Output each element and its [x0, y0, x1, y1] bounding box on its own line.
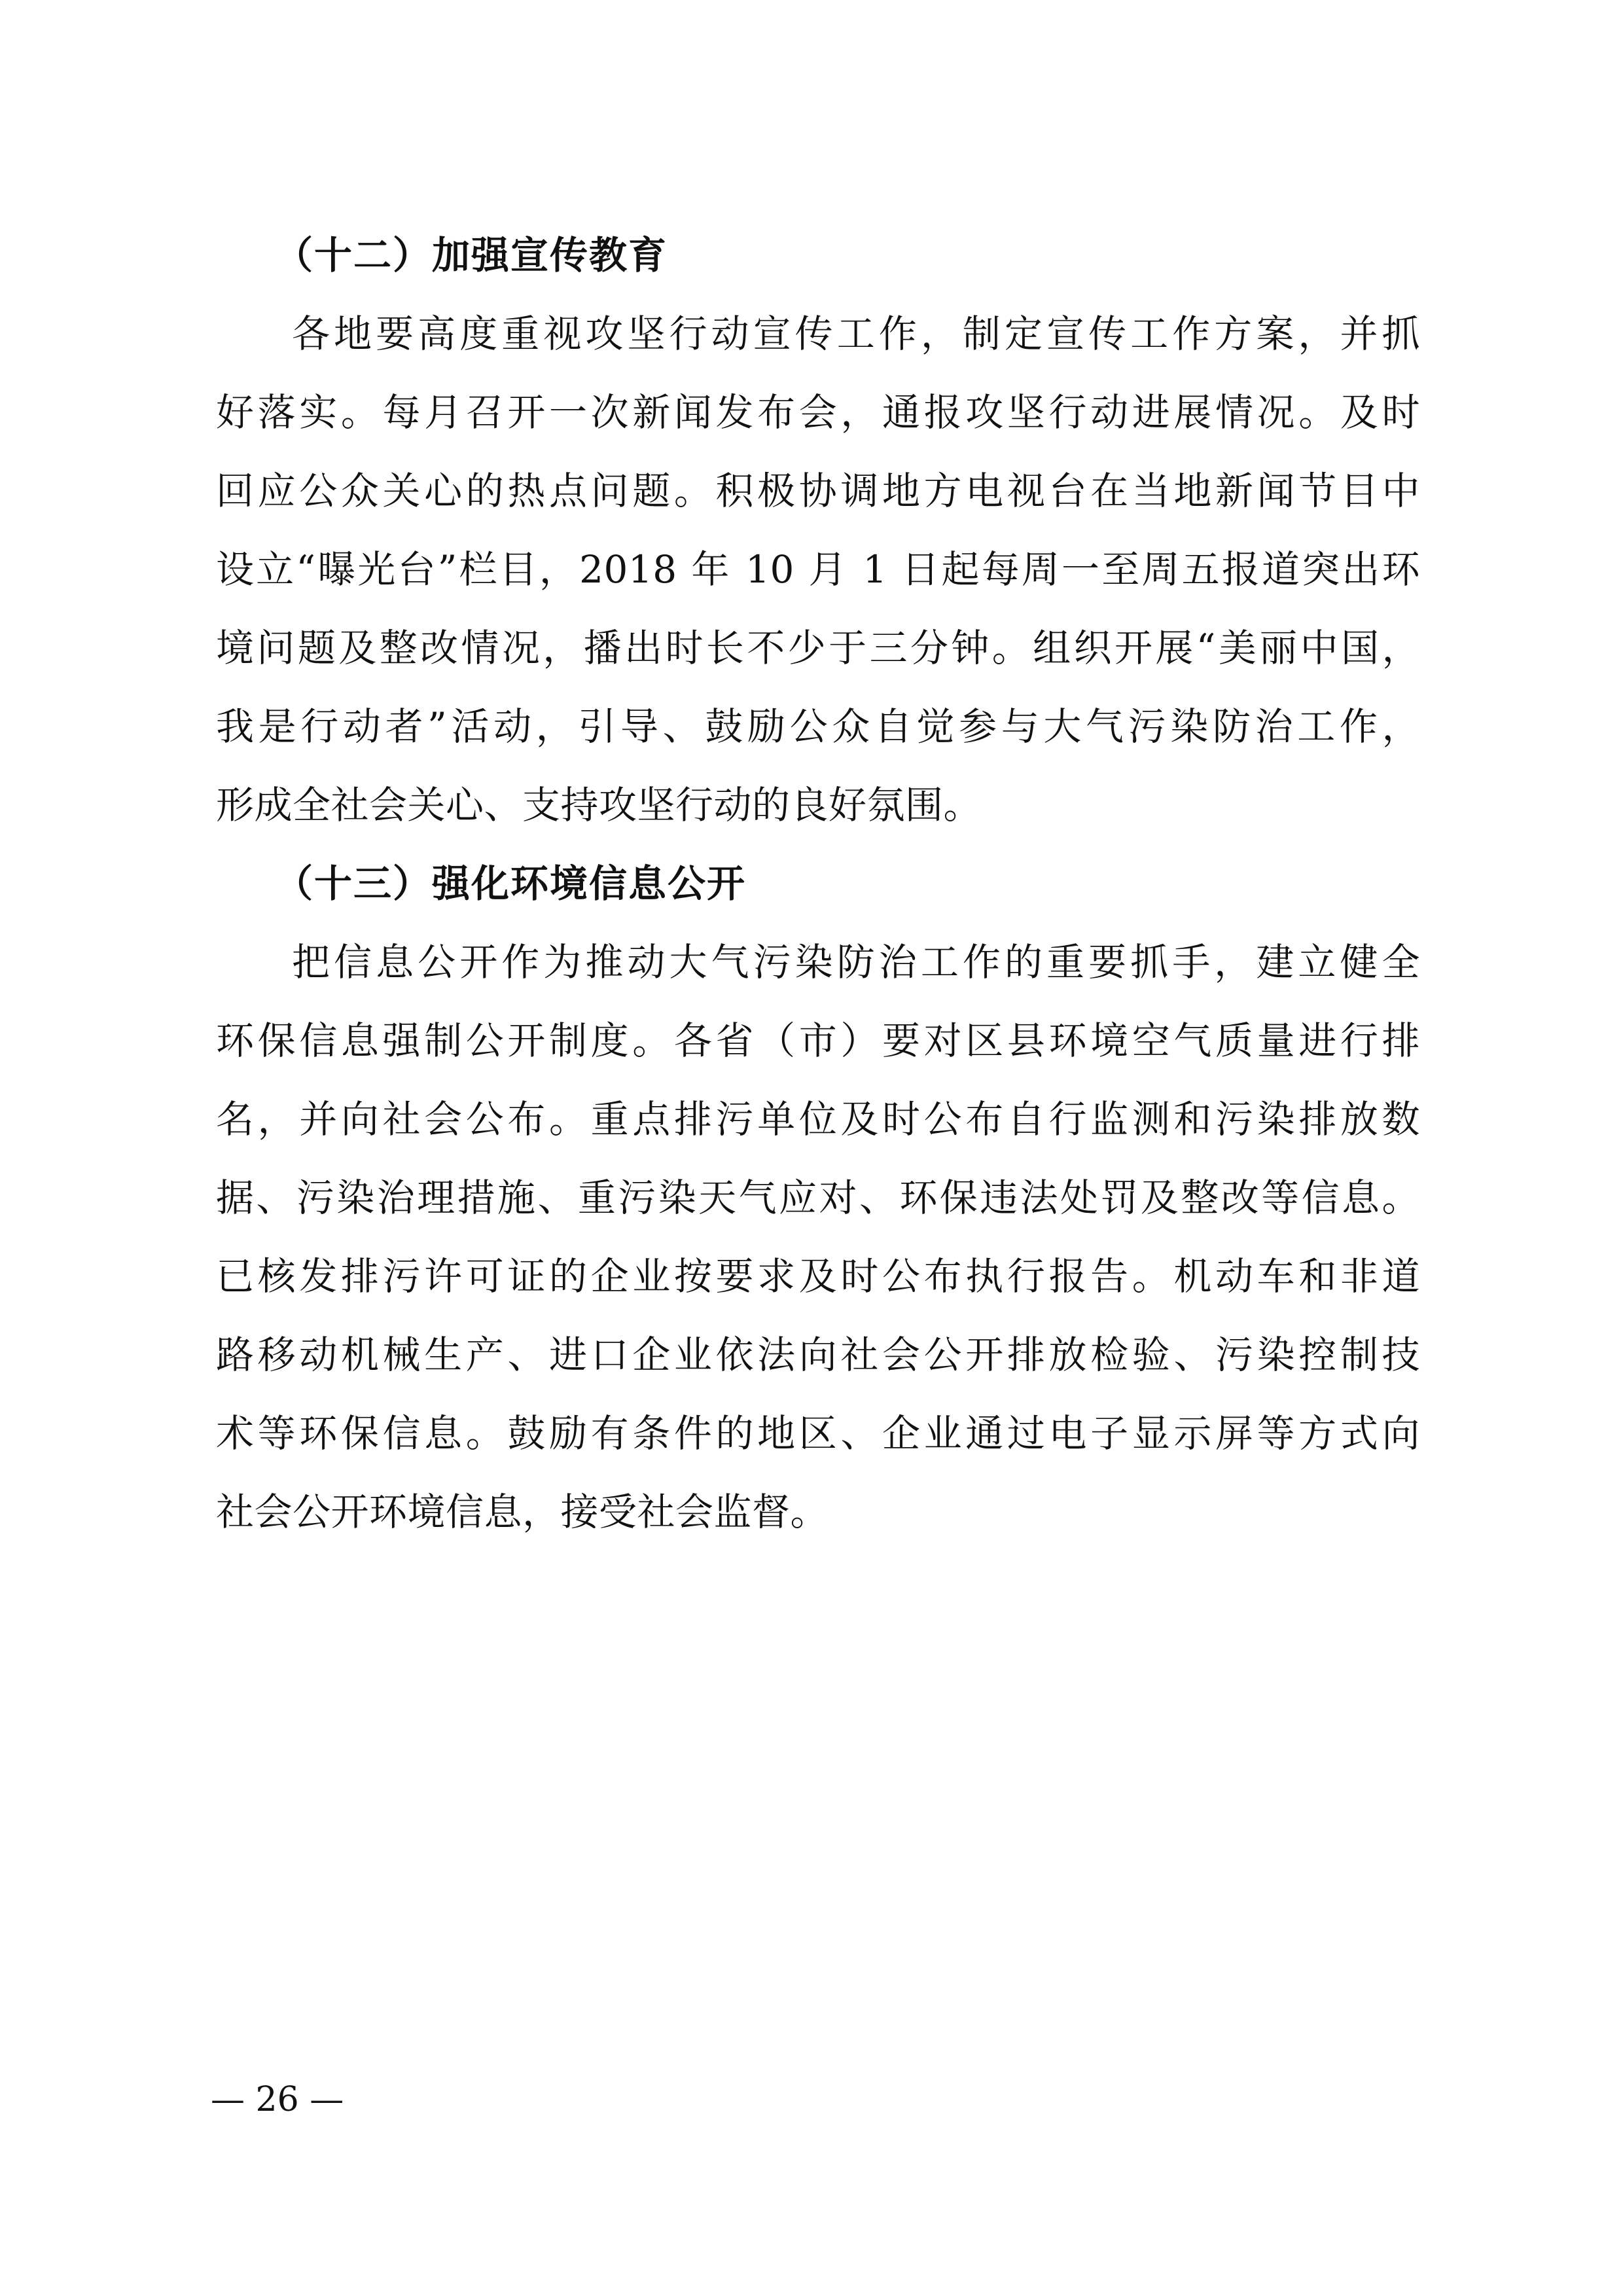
- section-13-line-2: 环保信息强制公开制度。各省（市）要对区县环境空气质量进行排: [216, 1018, 1420, 1063]
- section-12-heading: （十二）加强宣传教育: [275, 233, 668, 278]
- section-13-line-1: 把信息公开作为推动大气污染防治工作的重要抓手，建立健全: [292, 940, 1420, 984]
- section-12-line-4: 设立“曝光台”栏目，2018 年 10 月 1 日起每周一至周五报道突出环: [216, 547, 1420, 592]
- section-13-line-7: 术等环保信息。鼓励有条件的地区、企业通过电子显示屏等方式向: [216, 1411, 1420, 1456]
- section-13-line-5: 已核发排污许可证的企业按要求及时公布执行报告。机动车和非道: [216, 1254, 1420, 1299]
- page-number: — 26 —: [211, 2080, 344, 2119]
- section-12-line-5: 境问题及整改情况，播出时长不少于三分钟。组织开展“美丽中国，: [216, 626, 1420, 670]
- section-12-line-1: 各地要高度重视攻坚行动宣传工作，制定宣传工作方案，并抓: [292, 312, 1420, 356]
- section-12-line-2: 好落实。每月召开一次新闻发布会，通报攻坚行动进展情况。及时: [216, 390, 1420, 435]
- section-12-line-6: 我是行动者”活动，引导、鼓励公众自觉参与大气污染防治工作，: [216, 704, 1420, 749]
- section-13-line-3: 名，并向社会公布。重点排污单位及时公布自行监测和污染排放数: [216, 1097, 1420, 1141]
- section-12-line-7: 形成全社会关心、支持攻坚行动的良好氛围。: [216, 783, 982, 827]
- section-13-line-4: 据、污染治理措施、重污染天气应对、环保违法处罚及整改等信息。: [216, 1175, 1420, 1220]
- section-13-line-8: 社会公开环境信息，接受社会监督。: [216, 1490, 829, 1534]
- section-13-line-6: 路移动机械生产、进口企业依法向社会公开排放检验、污染控制技: [216, 1333, 1420, 1377]
- section-12-line-3: 回应公众关心的热点问题。积极协调地方电视台在当地新闻节目中: [216, 469, 1420, 513]
- section-13-heading: （十三）强化环境信息公开: [275, 861, 747, 906]
